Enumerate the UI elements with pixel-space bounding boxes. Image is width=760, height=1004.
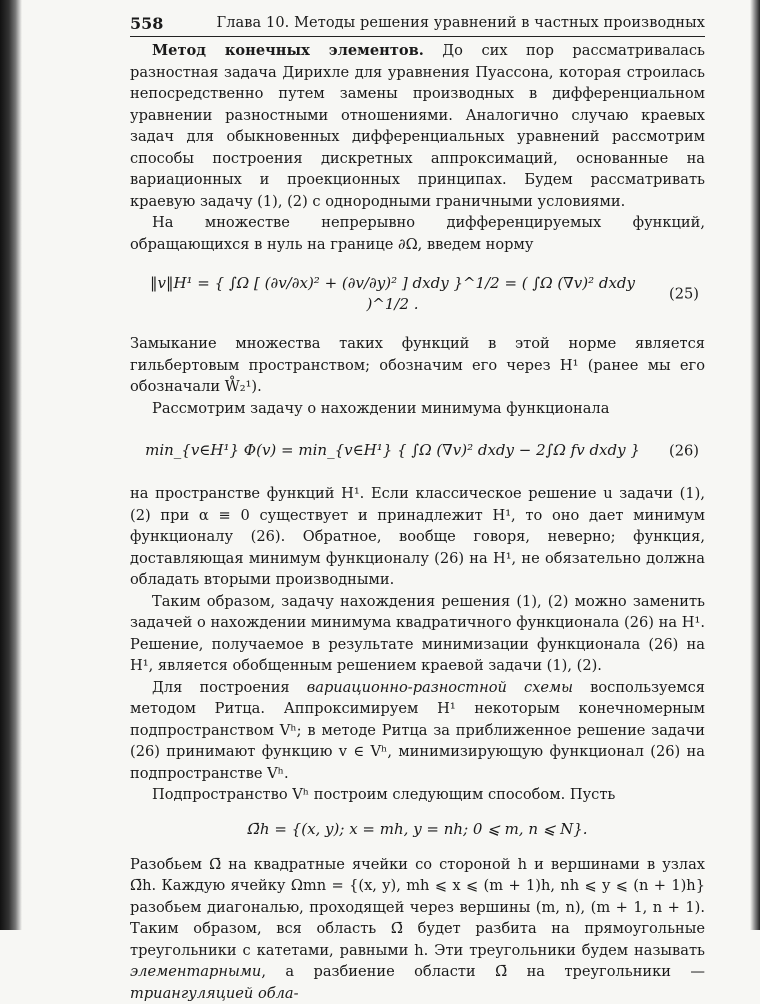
paragraph-text: , а разбиение области Ω̄ на треугольники — [261,963,705,980]
page-binding-shadow [0,0,22,930]
equation-25-number: (25) [669,283,699,305]
running-head-title: Глава 10. Методы решения уравнений в частных производных [217,15,705,31]
equation-26-number: (26) [669,440,699,462]
paragraph-text: Для построения [152,679,307,696]
section-run-in-heading: Метод конечных элементов. [152,42,424,59]
paragraph-subspace: Подпространство Vʰ построим следующим способом. Пусть [130,784,705,806]
paragraph-text: До сих пор рассматривалась разностная задача Дирихле для уравнения Пуассона, которая строилась непосредственно путем замены производных в дифференциальном уравнении разностными отношениями. Аналогично случаю краевых задач для обыкновенных дифференциальных уравнений рассмотрим способы построения дискретных аппроксимаций, основанные на вариационных и проекционных принципах. Будем рассматривать краевую задачу (1), (2) с однородными граничными условиями. [130,42,705,210]
paragraph-fem-intro [130,40,705,212]
paragraph-norm-intro: На множестве непрерывно дифференцируемых функций, обращающихся в нуль на границе ∂Ω, введем норму [130,212,705,255]
paragraph-min-problem: Рассмотрим задачу о нахождении минимума функционала [130,398,705,420]
paragraph-classical-solution: на пространстве функций H¹. Если классическое решение u задачи (1), (2) при α ≡ 0 существует и принадлежит H¹, то оно дает минимум функционалу (26). Обратное, вообще говоря, неверно; функция, доставляющая минимум функционалу (26) на H¹, не обязательно должна обладать вторыми производными. [130,483,705,591]
equation-grid-body: Ω̄h = {(x, y); x = mh, y = nh; 0 ⩽ m, n ⩽ N}. [130,810,705,850]
paragraph-text: воспользуемся методом Ритца. Аппроксимируем H¹ некоторым конечномерным подпространством Vʰ; в методе Ритца за приближенное решение задачи (26) принимают функцию v ∈ Vʰ, минимизирующую функционал (26) на подпространстве Vʰ. [130,679,705,782]
paragraph-hilbert-space: Замыкание множества таких функций в этой норме является гильбертовым пространством; обозначим его через H¹ (ранее мы его обозначали W̊₂¹). [130,333,705,398]
equation-25-body: ‖v‖H¹ = { ∫Ω [ (∂v/∂x)² + (∂v/∂y)² ] dxdy }^1/2 = ( ∫Ω (∇v)² dxdy )^1/2 . [130,261,655,327]
equation-25 [130,261,705,327]
paragraph-ritz-method [130,677,705,785]
paragraph-triangulation [130,854,705,1004]
page-number: 558 [130,14,163,33]
equation-26 [130,425,705,477]
page-body [130,40,705,1004]
emphasized-term: вариационно-разностной схемы [307,679,573,696]
page-edge-shadow [750,0,760,930]
equation-grid [130,810,705,850]
paragraph-text: Разобьем Ω̄ на квадратные ячейки со стороной h и вершинами в узлах Ω̄h. Каждую ячейку Ωmn = {(x, y), mh ⩽ x ⩽ (m + 1)h, nh ⩽ y ⩽ (n + 1)h} разобьем диагональю, проходящей через вершины (m, n), (m + 1, n + 1). Таким образом, вся область Ω̄ будет разбита на прямоугольные треугольники с катетами, равными h. Эти треугольники будем называть [130,856,705,959]
emphasized-term: элементарными [130,963,261,980]
emphasized-term: триангуляцией обла- [130,985,299,1002]
paragraph-generalized-solution: Таким образом, задачу нахождения решения (1), (2) можно заменить задачей о нахождении минимума квадратичного функционала (26) на H¹. Решение, получаемое в результате минимизации функционала (26) на H¹, является обобщенным решением краевой задачи (1), (2). [130,591,705,677]
running-header [130,10,705,37]
equation-26-body: min_{v∈H¹} Φ(v) = min_{v∈H¹} { ∫Ω (∇v)² dxdy − 2∫Ω fv dxdy } [130,425,655,477]
